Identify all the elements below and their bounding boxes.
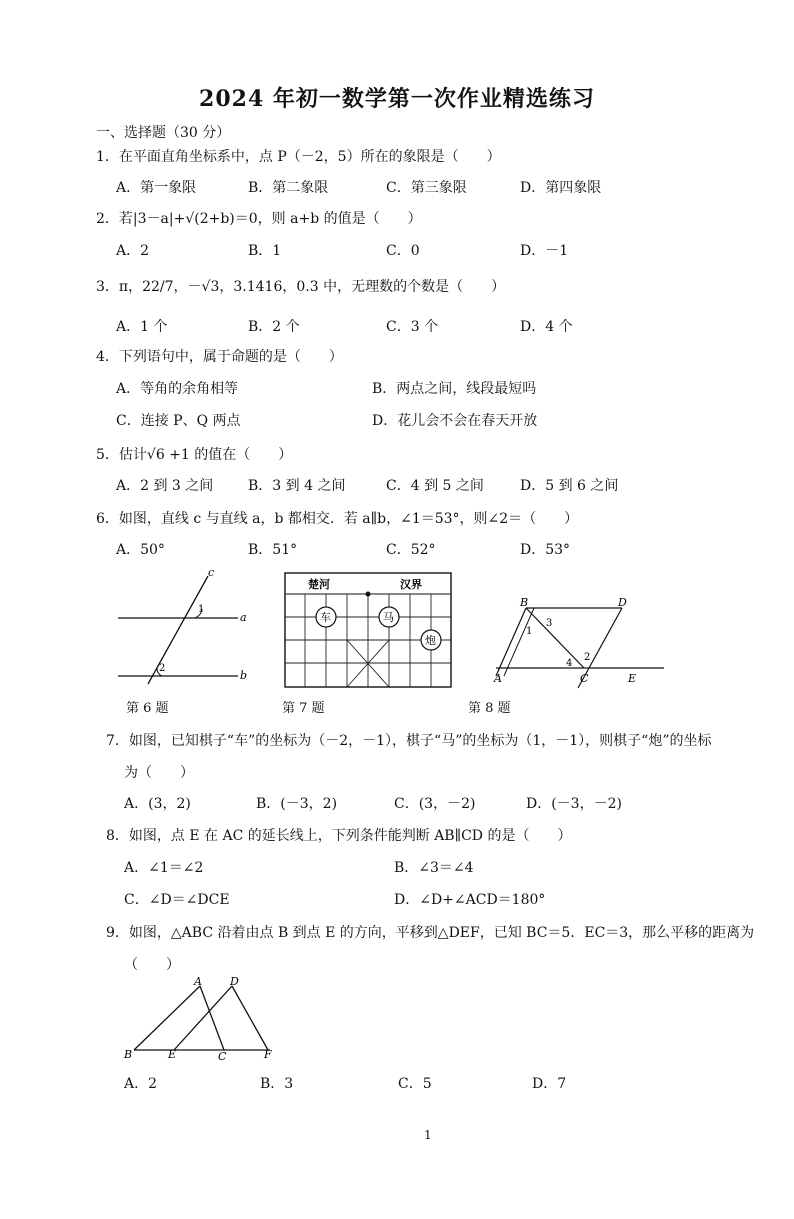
fig9-label-F: F bbox=[264, 1048, 272, 1061]
fig7-label-han-border: 汉界 bbox=[400, 578, 422, 591]
fig9-label-B: B bbox=[124, 1048, 133, 1061]
q4-option-b: B．两点之间，线段最短吗 bbox=[372, 381, 537, 397]
fig8-caption: 第 8 题 bbox=[468, 701, 511, 716]
question-4-stem: 4．下列语句中，属于命题的是（ ） bbox=[96, 349, 343, 365]
question-3-stem: 3．π，22/7，－√3，3.1416，0.3 中，无理数的个数是（ ） bbox=[96, 279, 506, 295]
svg-text:车: 车 bbox=[320, 611, 331, 624]
q9-option-c: C．5 bbox=[398, 1076, 432, 1092]
q6-option-b: B．51° bbox=[248, 542, 298, 558]
q7-option-a: A．(3，2) bbox=[124, 796, 191, 812]
question-1-stem: 1．在平面直角坐标系中，点 P（－2，5）所在的象限是（ ） bbox=[96, 149, 501, 165]
fig8-angle-2: 2 bbox=[584, 652, 591, 663]
q6-option-c: C．52° bbox=[386, 542, 436, 558]
question-5-stem: 5．估计√6 +1 的值在（ ） bbox=[96, 447, 293, 463]
q5-option-c: C．4 到 5 之间 bbox=[386, 478, 484, 494]
q1-option-d: D．第四象限 bbox=[520, 180, 602, 196]
q8-option-a: A．∠1＝∠2 bbox=[124, 860, 204, 876]
fig6-label-b: b bbox=[240, 669, 248, 682]
q2-option-c: C．0 bbox=[386, 243, 420, 259]
fig6-angle-2: 2 bbox=[159, 663, 166, 674]
fig8-angle-4: 4 bbox=[566, 658, 573, 669]
fig6-label-a: a bbox=[240, 611, 247, 624]
question-7-stem-cont: 为（ ） bbox=[124, 765, 194, 781]
q1-option-c: C．第三象限 bbox=[386, 180, 467, 196]
question-9-stem: 9．如图，△ABC 沿着由点 B 到点 E 的方向，平移到△DEF，已知 BC＝5．EC＝3，那么平移的距离为 bbox=[106, 925, 755, 941]
page-title: 2024 年初一数学第一次作业精选练习 bbox=[199, 86, 595, 112]
fig8-label-A: A bbox=[494, 672, 502, 685]
figure-8 bbox=[486, 596, 656, 688]
fig8-angle-3: 3 bbox=[546, 618, 553, 629]
q9-option-b: B．3 bbox=[260, 1076, 294, 1092]
q9-option-a: A．2 bbox=[124, 1076, 158, 1092]
fig7-piece-pao bbox=[421, 630, 441, 650]
question-2-stem: 2．若|3－a|+√(2+b)＝0，则 a+b 的值是（ ） bbox=[96, 211, 422, 227]
question-6-stem: 6．如图，直线 c 与直线 a，b 都相交．若 a∥b，∠1＝53°，则∠2＝（ ） bbox=[96, 511, 579, 527]
fig8-label-D: D bbox=[618, 596, 627, 609]
q8-option-b: B．∠3＝∠4 bbox=[394, 860, 474, 876]
q3-option-d: D．4 个 bbox=[520, 319, 573, 335]
q5-option-a: A．2 到 3 之间 bbox=[116, 478, 214, 494]
svg-text:马: 马 bbox=[383, 611, 394, 624]
fig9-label-A: A bbox=[194, 975, 202, 988]
q4-option-d: D．花儿会不会在春天开放 bbox=[372, 413, 538, 429]
fig9-label-D: D bbox=[230, 975, 239, 988]
fig8-label-B: B bbox=[520, 596, 529, 609]
q8-option-d: D．∠D+∠ACD＝180° bbox=[394, 892, 546, 908]
q6-option-a: A．50° bbox=[116, 542, 165, 558]
q5-option-d: D．5 到 6 之间 bbox=[520, 478, 619, 494]
q3-option-b: B．2 个 bbox=[248, 319, 300, 335]
fig7-piece-che bbox=[316, 607, 336, 627]
question-9-stem-cont: （ ） bbox=[124, 957, 180, 973]
page-number: 1 bbox=[424, 1128, 432, 1142]
q5-option-b: B．3 到 4 之间 bbox=[248, 478, 346, 494]
q2-option-a: A．2 bbox=[116, 243, 150, 259]
fig9-label-C: C bbox=[218, 1050, 227, 1063]
q7-option-c: C．(3，－2) bbox=[394, 796, 476, 812]
q2-option-d: D．－1 bbox=[520, 243, 569, 259]
fig6-caption: 第 6 题 bbox=[126, 701, 169, 716]
question-7-stem: 7．如图，已知棋子“车”的坐标为（－2，－1），棋子“马”的坐标为（1，－1），则棋子“炮”的坐标 bbox=[106, 733, 712, 749]
q4-option-c: C．连接 P、Q 两点 bbox=[116, 413, 241, 429]
figure-7 bbox=[284, 572, 454, 690]
question-8-stem: 8．如图，点 E 在 AC 的延长线上，下列条件能判断 AB∥CD 的是（ ） bbox=[106, 828, 572, 844]
fig7-caption: 第 7 题 bbox=[282, 701, 325, 716]
fig8-label-C: C bbox=[580, 672, 589, 685]
q7-option-d: D．(－3，－2) bbox=[526, 796, 622, 812]
svg-text:炮: 炮 bbox=[425, 634, 436, 647]
q3-option-a: A．1 个 bbox=[116, 319, 168, 335]
q1-option-b: B．第二象限 bbox=[248, 180, 329, 196]
fig7-label-chu-river: 楚河 bbox=[308, 578, 330, 591]
q1-option-a: A．第一象限 bbox=[116, 180, 197, 196]
fig6-angle-1: 1 bbox=[198, 604, 205, 615]
fig6-label-c: c bbox=[208, 566, 215, 579]
fig7-piece-ma bbox=[379, 607, 399, 627]
section-heading: 一、选择题（30 分） bbox=[96, 125, 231, 141]
q7-option-b: B．(－3，2) bbox=[256, 796, 338, 812]
q6-option-d: D．53° bbox=[520, 542, 571, 558]
q3-option-c: C．3 个 bbox=[386, 319, 439, 335]
fig8-label-E: E bbox=[628, 672, 637, 685]
figure-9 bbox=[118, 976, 288, 1066]
q8-option-c: C．∠D＝∠DCE bbox=[124, 892, 230, 908]
figure-6 bbox=[110, 568, 260, 688]
q9-option-d: D．7 bbox=[532, 1076, 567, 1092]
q2-option-b: B．1 bbox=[248, 243, 282, 259]
q4-option-a: A．等角的余角相等 bbox=[116, 381, 239, 397]
fig8-angle-1: 1 bbox=[526, 626, 533, 637]
fig9-label-E: E bbox=[168, 1048, 177, 1061]
